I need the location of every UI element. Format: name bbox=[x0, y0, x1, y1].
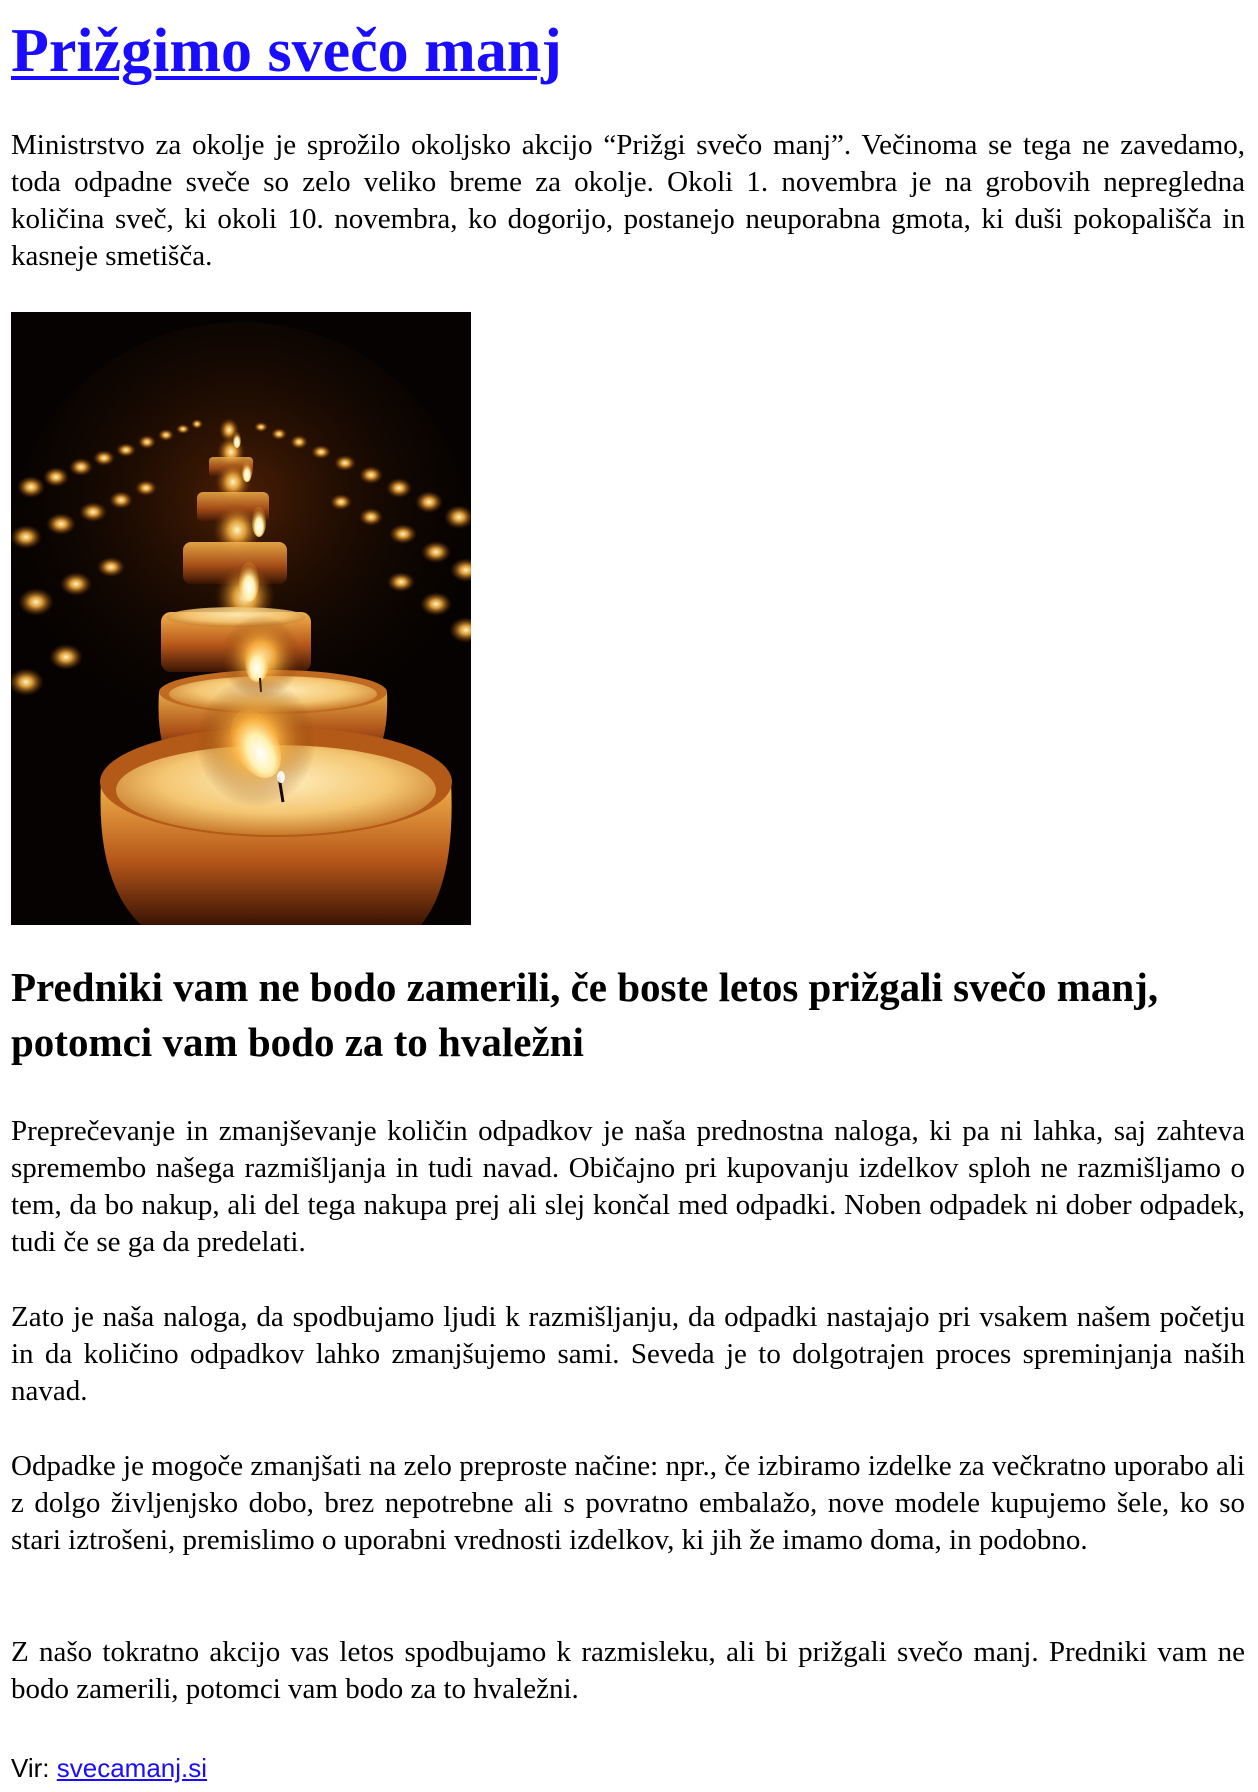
source-link[interactable]: svecamanj.si bbox=[56, 1753, 208, 1783]
candles-illustration bbox=[11, 312, 471, 925]
article-subtitle: Predniki vam ne bodo zamerili, če boste letos prižgali svečo manj, potomci vam bodo za to hvaležni bbox=[11, 964, 1159, 1065]
body-paragraph-2: Zato je naša naloga, da spodbujamo ljudi k razmišljanju, da odpadki nastajajo pri vsakem našem početju in da količino odpadkov lahko zmanjšujemo sami. Seveda je to dolgotrajen proces spreminjanja naših navad. bbox=[11, 1301, 1245, 1407]
body-paragraph-1: Preprečevanje in zmanjševanje količin odpadkov je naša prednostna naloga, ki pa ni lahka, saj zahteva spremembo našega razmišljanja in tudi navad. Običajno pri kupovanju izdelkov sploh ne razmišljamo o tem, da bo nakup, ali del tega nakupa prej ali slej končal med odpadki. Noben odpadek ni dober odpadek, tudi če se ga da predelati. bbox=[11, 1115, 1245, 1258]
article-title[interactable] bbox=[11, 16, 562, 86]
source-line bbox=[11, 1751, 207, 1785]
article-title-link[interactable]: Prižgimo svečo manj bbox=[11, 17, 562, 85]
source-label: Vir: bbox=[11, 1753, 50, 1783]
body-paragraph-3: Odpadke je mogoče zmanjšati na zelo preproste načine: npr., če izbiramo izdelke za večkratno uporabo ali z dolgo življenjsko dobo, brez nepotrebne ali s povratno embalažo, nove modele kupujemo šele, ko so stari iztrošeni, premislimo o uporabni vrednosti izdelkov, ki jih že imamo doma, in podobno. bbox=[11, 1450, 1245, 1556]
candles-photo bbox=[11, 312, 471, 925]
body-paragraph-4: Z našo tokratno akcijo vas letos spodbujamo k razmisleku, ali bi prižgali svečo manj. Predniki vam ne bodo zamerili, potomci vam bodo za to hvaležni. bbox=[11, 1636, 1245, 1705]
intro-paragraph: Ministrstvo za okolje je sprožilo okoljsko akcijo “Prižgi svečo manj”. Večinoma se tega ne zavedamo, toda odpadne sveče so zelo veliko breme za okolje. Okoli 1. novembra je na grobovih nepregledna količina sveč, ki okoli 10. novembra, ko dogorijo, postanejo neuporabna gmota, ki duši pokopališča in kasneje smetišča. bbox=[11, 129, 1245, 272]
